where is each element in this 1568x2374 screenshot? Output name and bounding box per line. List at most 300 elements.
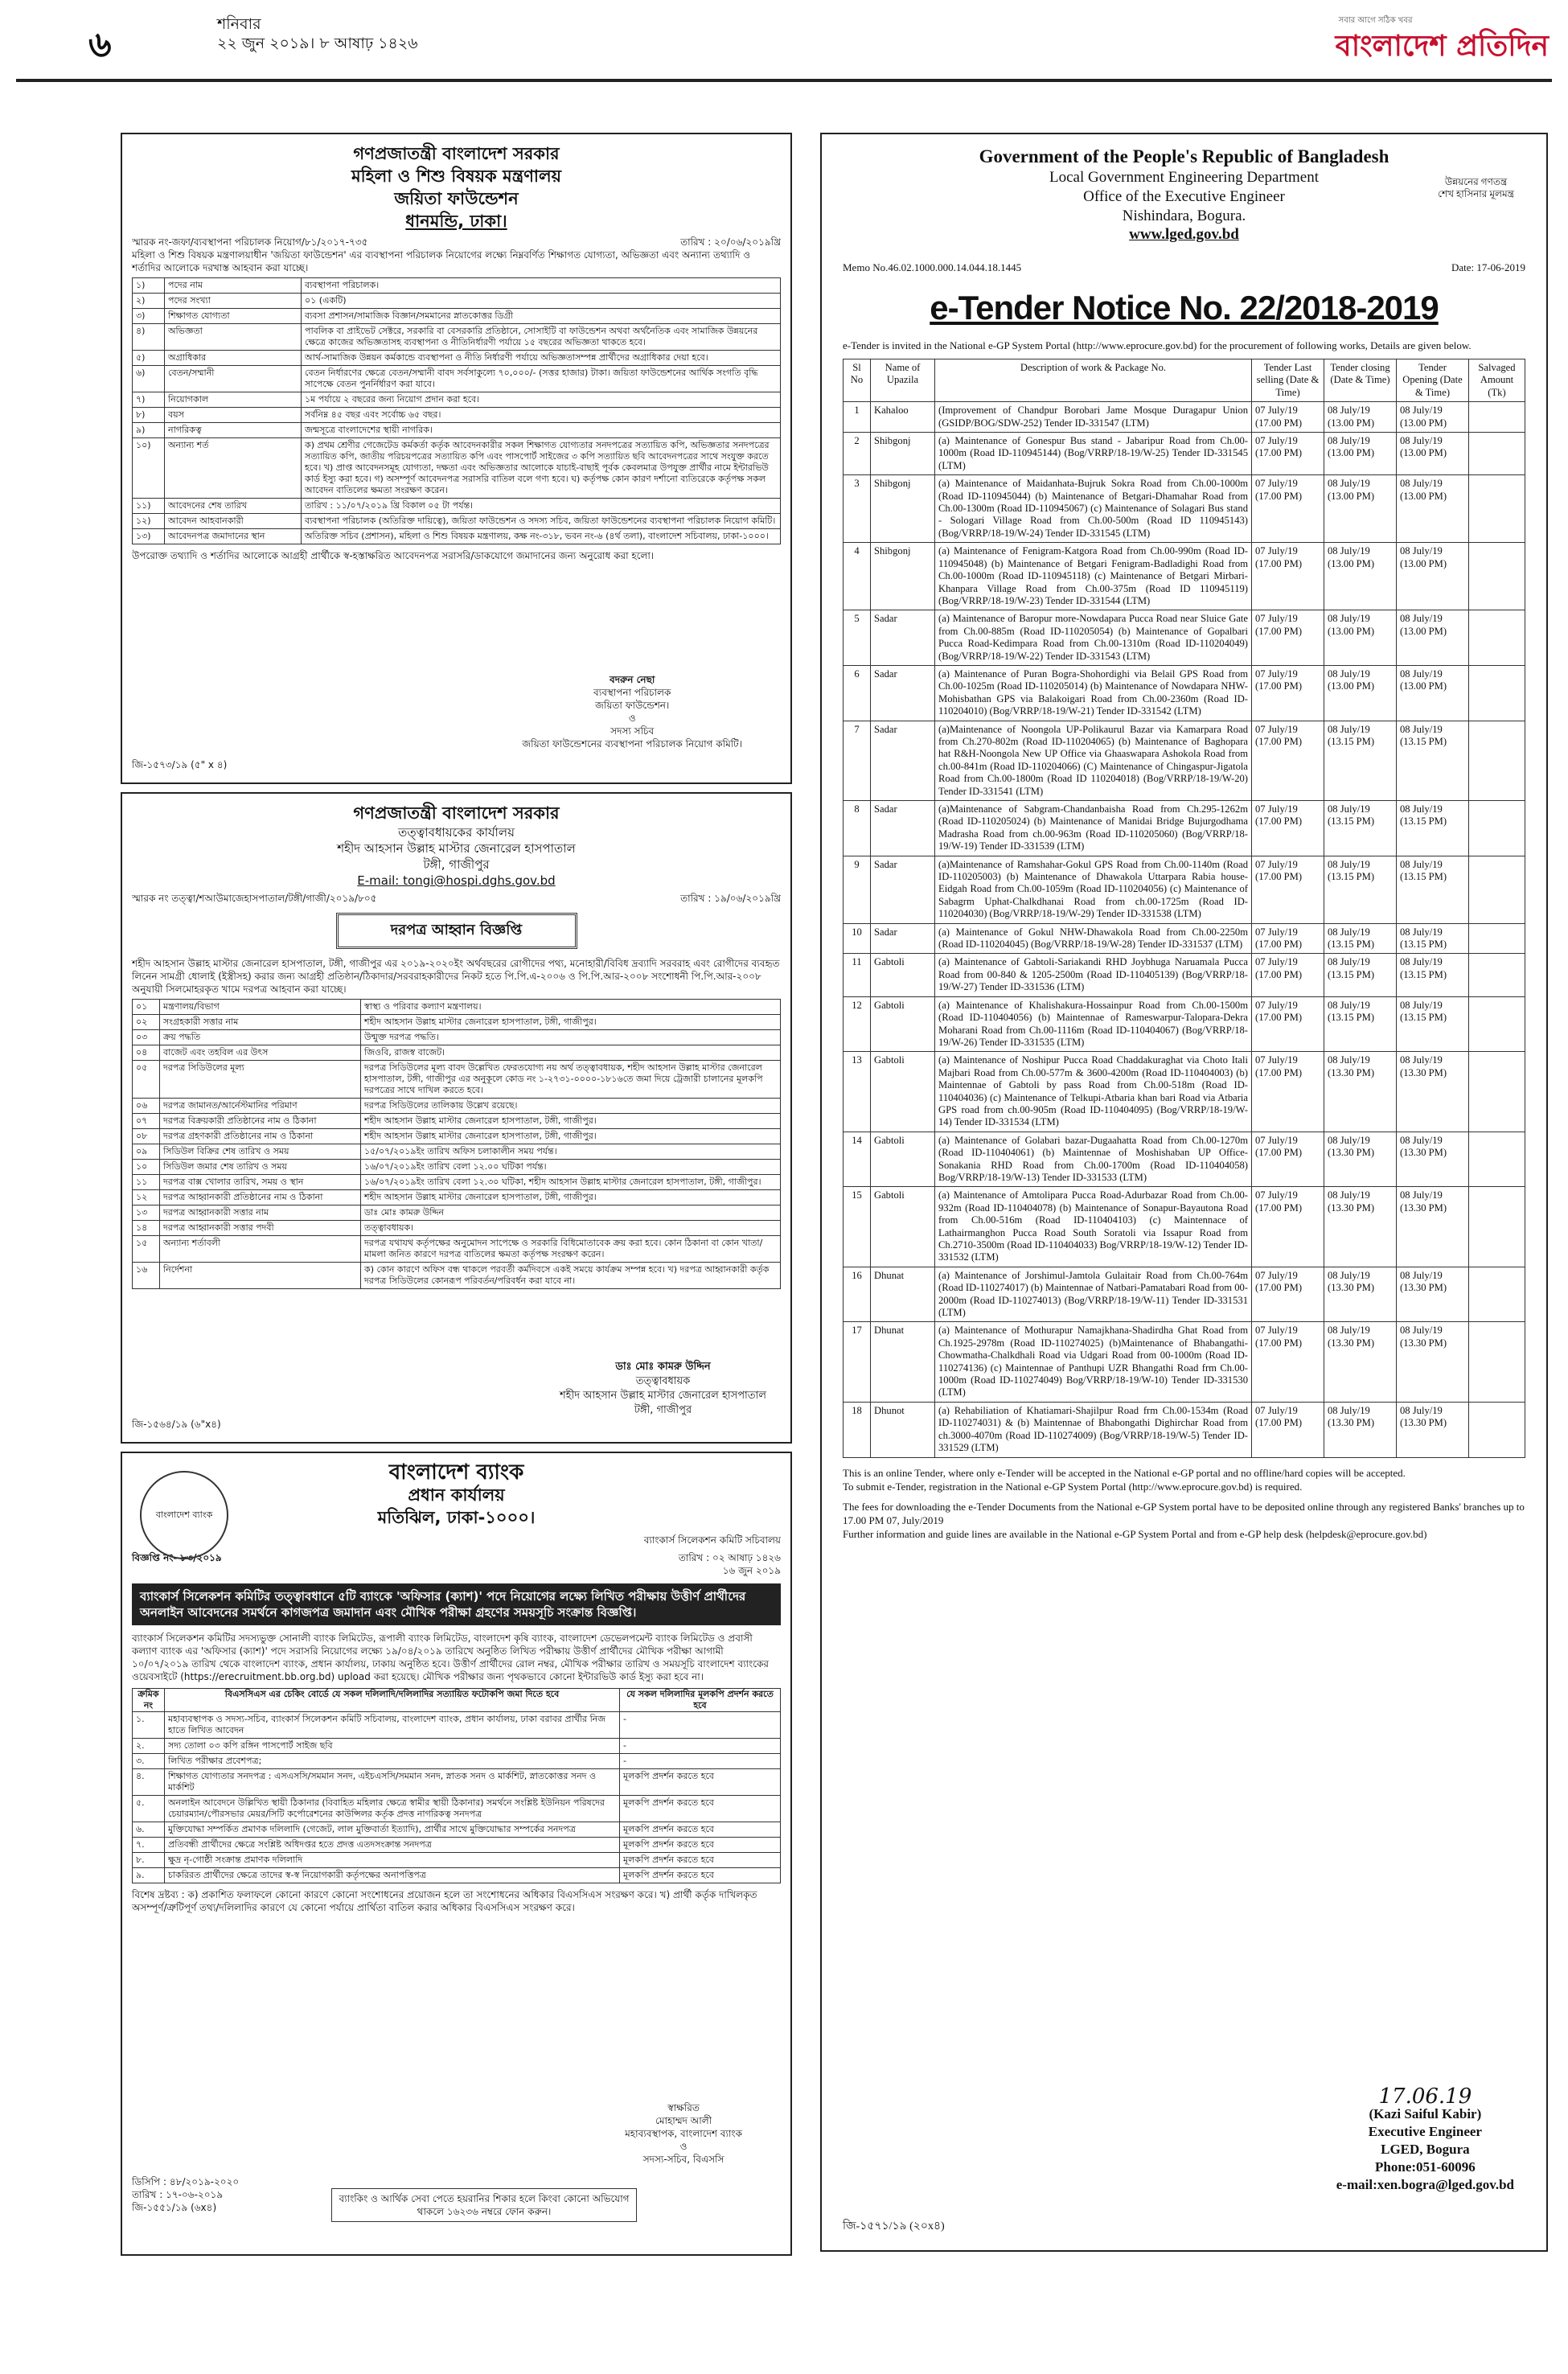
row-value: স্বাস্থ্য ও পরিবার কল্যাণ মন্ত্রণালয়।: [361, 1000, 781, 1015]
row-original: মূলকপি প্রদর্শন করতে হবে: [620, 1769, 781, 1796]
row-description: (a) Maintenance of Noshipur Pucca Road Chaddakuraghat via Choto Itali Majbari Road from Ch.00-577m & 3600-4200m (Road ID-110404003) (b) Maintennae of Gabtoli by pass Road from Ch.00-518m (Road ID-110404036) (c) Maintenance of Telkupi-Atbaria khan bari Road via Atbaria GPS road from ch.00-905m (Road ID-110404095) (Bog/VRRP/18-19/W-14) Tender ID-331534 (LTM): [935, 1052, 1252, 1132]
row-item: দরপত্র বিক্রয়কারী প্রতিষ্ঠানের নাম ও ঠিকানা: [160, 1114, 361, 1129]
row-item: বয়স: [165, 408, 302, 423]
row-number: ৪.: [133, 1769, 165, 1796]
notice2-signature: [560, 1360, 766, 1418]
table-row: [844, 1132, 1525, 1187]
row-closing: 08 July/19 (13.15 PM): [1324, 721, 1397, 800]
row-closing: 08 July/19 (13.30 PM): [1324, 1132, 1397, 1187]
row-item: বাজেট এবং তহবিল এর উৎস: [160, 1045, 361, 1061]
notice3-col2: যে সকল দলিলাদির মূলকপি প্রদর্শন করতে হবে: [620, 1689, 781, 1712]
row-salvaged: [1469, 954, 1525, 996]
row-number: ৩.: [133, 1754, 165, 1769]
row-opening: 08 July/19 (13.00 PM): [1397, 433, 1469, 475]
row-number: ৮.: [133, 1853, 165, 1868]
row-last-selling: 07 July/19 (17.00 PM): [1252, 996, 1324, 1052]
row-last-selling: 07 July/19 (17.00 PM): [1252, 402, 1324, 433]
row-description: (a) Maintenance of Puran Bogra-Shohordighi via Belail GPS Road from Ch.00-1025m (Road ID-110205014) (b) Maintenance of Nowdapara NHW-Mohisbathan GPS via Balakoigari Road from Ch.00-2360m (Road ID-110204010) (Bog/VRRP/18-19/W-21) Tender ID-331542 (LTM): [935, 665, 1252, 721]
row-number: ২): [133, 294, 165, 309]
row-value: দরপত্র সিডিউলের তালিকায় উল্লেখ রয়েছে।: [361, 1099, 781, 1114]
notice2-sign-title3: টঙ্গী, গাজীপুর: [634, 1404, 692, 1416]
row-closing: 08 July/19 (13.00 PM): [1324, 610, 1397, 666]
table-row: [133, 1853, 781, 1868]
table-row: [133, 309, 781, 324]
row-original: মূলকপি প্রদর্শন করতে হবে: [620, 1822, 781, 1838]
row-item: ক্রয় পদ্ধতি: [160, 1030, 361, 1045]
row-opening: 08 July/19 (13.15 PM): [1397, 856, 1469, 923]
row-item: নিয়োগকাল: [165, 392, 302, 408]
row-upazila: Shibgonj: [871, 475, 935, 543]
row-salvaged: [1469, 1402, 1525, 1457]
row-opening: 08 July/19 (13.30 PM): [1397, 1322, 1469, 1402]
row-number: ১১): [133, 499, 165, 514]
etender-signature: [1336, 2084, 1514, 2194]
row-original: মূলকপি প্রদর্শন করতে হবে: [620, 1868, 781, 1883]
notice3-sign-name: মোহাম্মদ আলী: [655, 2115, 712, 2126]
row-opening: 08 July/19 (13.30 PM): [1397, 1132, 1469, 1187]
etender-note1: This is an online Tender, where only e-Tender will be accepted in the National e-GP portal and no offline/hard copies will be accepted.: [843, 1466, 1406, 1479]
bank-seal-text: বাংলাদেশ ব্যাংক: [155, 1509, 213, 1520]
notice3-memo: বিজ্ঞপ্তি নং- ৮৩/২০১৯: [132, 1552, 222, 1563]
notice1-memo: স্মারক নং-জফা/ব্যবস্থাপনা পরিচালক নিয়োগ/৮১/২০১৭-৭৩৫: [132, 236, 368, 248]
notice-hospital-tender: [121, 792, 792, 1444]
row-value: আর্থ-সামাজিক উন্নয়ন কর্মকান্ডে ব্যবস্থাপনা ও নীতি নির্ধারণী পর্যায়ে অভিজ্ঞতাসম্পন্ন প্রার্থীদের অগ্রাধিকার দেয়া হবে।: [302, 351, 781, 366]
etender-header-cell: Name of Upazila: [871, 359, 935, 402]
row-number: ৩): [133, 309, 165, 324]
table-row: [844, 1267, 1525, 1322]
row-item: আবেদন আহবানকারী: [165, 514, 302, 529]
table-row: [133, 351, 781, 366]
etender-side-note: উন্নয়নের গণতন্ত্র শেখ হাসিনার মূলমন্ত্র: [1438, 176, 1514, 199]
table-row: [844, 1322, 1525, 1402]
table-row: [133, 1099, 781, 1114]
row-sl: 3: [844, 475, 871, 543]
row-document: লিখিত পরীক্ষার প্রবেশপত্র;: [165, 1754, 620, 1769]
row-number: ১৩: [133, 1205, 160, 1221]
row-document: চাকরিরত প্রার্থীদের ক্ষেত্রে তাদের স্ব-স্ব নিয়োগকারী কর্তৃপক্ষের অনাপত্তিপত্র: [165, 1868, 620, 1883]
row-number: ০৭: [133, 1114, 160, 1129]
row-description: (a) Maintenance of Fenigram-Katgora Road from Ch.00-990m (Road ID-110945048) (b) Maintenance of Betgari Fenigram-Badladighi Road from Ch.00-1000m (Road ID-110945118) (c) Maintenance of Betgari Mirbari-Khanpara Village Road from Ch.00-375m (Road ID 110945119) (Bog/VRRP/18-19/W-23) Tender ID-331544 (LTM): [935, 543, 1252, 610]
table-row: [133, 1205, 781, 1221]
row-salvaged: [1469, 402, 1525, 433]
row-closing: 08 July/19 (13.15 PM): [1324, 801, 1397, 856]
row-number: ৭): [133, 392, 165, 408]
etender-date: Date: 17-06-2019: [1451, 261, 1525, 273]
etender-address: Nishindara, Bogura.: [1122, 207, 1246, 224]
row-sl: 11: [844, 954, 871, 996]
notice-bangladesh-bank: [121, 1452, 792, 2256]
table-row: [844, 543, 1525, 610]
issue-date: [217, 14, 418, 53]
notice1-sign-name: বদরুন নেছা: [610, 674, 655, 685]
row-value: ব্যবসা প্রশাসন/সামাজিক বিজ্ঞান/সমমানের স্নাতকোত্তর ডিগ্রী: [302, 309, 781, 324]
row-original: -: [620, 1712, 781, 1739]
notice2-banner: দরপত্র আহ্বান বিজ্ঞপ্তি: [336, 913, 577, 949]
notice3-committee: ব্যাংকার্স সিলেকশন কমিটি সচিবালয়: [643, 1534, 781, 1546]
row-value: পাবলিক বা প্রাইভেট সেক্টরে, সরকারি বা বেসরকারি প্রতিষ্ঠানে, সোসাইটি বা ফাউন্ডেশন অথবা অর্থনৈতিক এবং সামাজিক উন্নয়নের ক্ষেত্রে কাজের অভিজ্ঞতাসহ ব্যবস্থাপনা ও নীতিনির্ধারণী পর্যায়ে ১৫ বছরের অভিজ্ঞতা থাকতে হবে।: [302, 324, 781, 351]
row-item: দরপত্র বাক্স খোলার তারিখ, সময় ও স্থান: [160, 1175, 361, 1190]
notice3-title3: মতিঝিল, ঢাকা-১০০০।: [377, 1508, 536, 1527]
row-number: ২.: [133, 1739, 165, 1754]
row-sl: 9: [844, 856, 871, 923]
notice1-table: [132, 277, 781, 544]
row-item: আবেদনপত্র জমাদানের স্থান: [165, 529, 302, 544]
table-row: [133, 438, 781, 499]
notice3-special-note: বিশেষ দ্রষ্টব্য : ক) প্রকাশিত ফলাফলে কোনো কারণে কোনো সংশোধনের প্রয়োজন হলে তা সংশোধনের অধিকার বিএসসিএস সংরক্ষণ করে। খ) প্রার্থী কর্তৃক দাখিলকৃত অসম্পূর্ণ/ত্রুটিপূর্ণ তথ্য/দলিলাদির কারণে যে কোনো পর্যায়ে প্রার্থিতা বাতিল করার অধিকার বিএসসিএস সংরক্ষণ করে।: [132, 1889, 757, 1913]
row-salvaged: [1469, 996, 1525, 1052]
notice1-sign-title4: জয়িতা ফাউন্ডেশনের ব্যবস্থাপনা পরিচালক নিয়োগ কমিটি।: [522, 738, 742, 750]
row-last-selling: 07 July/19 (17.00 PM): [1252, 923, 1324, 954]
notice1-closing: উপরোক্ত তথ্যাদি ও শর্তাদির আলোকে আগ্রহী প্রার্থীকে স্ব-হস্তাক্ষরিত আবেদনপত্র সরাসরি/ডাকযোগে জমাদানের জন্য অনুরোধ করা হলো।: [132, 550, 655, 561]
row-sl: 2: [844, 433, 871, 475]
row-document: অনলাইন আবেদনে উল্লিখিত স্থায়ী ঠিকানার (বিবাহিত মহিলার ক্ষেত্রে স্বামীর স্থায়ী ঠিকানার) সমর্থনে সংশ্লিষ্ট ইউনিয়ন পরিষদের চেয়ারম্যান/পৌরসভার মেয়র/সিটি কর্পোরেশনের কাউন্সিলর কর্তৃক প্রদত্ত নাগরিকত্ব সনদপত্র: [165, 1796, 620, 1822]
row-sl: 17: [844, 1322, 871, 1402]
row-number: ১): [133, 278, 165, 294]
table-row: [133, 324, 781, 351]
etender-table: [843, 359, 1525, 1458]
row-salvaged: [1469, 1132, 1525, 1187]
notice2-email: E-mail: tongi@hospi.dghs.gov.bd: [357, 873, 556, 888]
row-number: ১৬: [133, 1263, 160, 1289]
row-number: ১২): [133, 514, 165, 529]
etender-notes: [843, 1466, 1525, 1541]
etender-note2: To submit e-Tender, registration in the National e-GP System Portal (http://www.eprocure.gov.bd) is required.: [843, 1480, 1303, 1493]
table-row: [133, 1712, 781, 1739]
row-opening: 08 July/19 (13.00 PM): [1397, 402, 1469, 433]
row-opening: 08 July/19 (13.15 PM): [1397, 954, 1469, 996]
header-divider: [16, 79, 1552, 82]
row-value: জন্মসূত্রে বাংলাদেশের স্থায়ী নাগরিক।: [302, 423, 781, 438]
row-closing: 08 July/19 (13.15 PM): [1324, 923, 1397, 954]
row-value: শহীদ আহসান উল্লাহ মাস্টার জেনারেল হাসপাতাল, টঙ্গী, গাজীপুর।: [361, 1129, 781, 1144]
row-opening: 08 July/19 (13.15 PM): [1397, 923, 1469, 954]
row-item: অভিজ্ঞতা: [165, 324, 302, 351]
row-salvaged: [1469, 433, 1525, 475]
row-last-selling: 07 July/19 (17.00 PM): [1252, 433, 1324, 475]
bank-seal: [140, 1471, 228, 1559]
row-closing: 08 July/19 (13.30 PM): [1324, 1322, 1397, 1402]
row-salvaged: [1469, 665, 1525, 721]
table-row: [844, 610, 1525, 666]
etender-title: e-Tender Notice No. 22/2018-2019: [930, 289, 1439, 327]
row-original: মূলকপি প্রদর্শন করতে হবে: [620, 1838, 781, 1853]
row-upazila: Sadar: [871, 721, 935, 800]
row-upazila: Gabtoli: [871, 996, 935, 1052]
table-row: [133, 1769, 781, 1796]
notice-joyita-foundation: [121, 133, 792, 784]
row-number: ৫): [133, 351, 165, 366]
row-number: ০৫: [133, 1061, 160, 1099]
row-value: দরপত্র যথাযথ কর্তৃপক্ষের অনুমোদন সাপেক্ষে ও সরকারি বিধিমোতাবেক ক্রয় করা হবে। কোন ঠিকানা বা কোন খাতা/মামলা জনিত কারণে দরপত্র বাতিলের ক্ষমতা কর্তৃপক্ষ সংরক্ষণ করেন।: [361, 1236, 781, 1263]
row-number: ৪): [133, 324, 165, 351]
row-description: (a) Maintenance of Khalishakura-Hossainpur Road from Ch.00-1500m (Road ID-110404056) (b) Maintennae of Rameswarpur-Talopara-Dekra Moharani Road from Ch.00-1116m (Road ID-110404067) (Bog/VRRP/18-19/W-26) Tender ID-331535 (LTM): [935, 996, 1252, 1052]
row-description: (a) Maintenance of Baropur more-Nowdapara Pucca Road near Sluice Gate from Ch.00-885m (Road ID-110205054) (b) Maintenance of Gopalbari Pucca Road-Kedimpara Road from Ch.00-1310m (Road ID-110204049) (Bog/VRRP/18-19/W-22) Tender ID-331543 (LTM): [935, 610, 1252, 666]
row-number: ১৪: [133, 1221, 160, 1236]
row-upazila: Dhunat: [871, 1322, 935, 1402]
row-number: ০৯: [133, 1144, 160, 1160]
table-row: [133, 278, 781, 294]
etender-sign-date: 17.06.19: [1378, 2084, 1472, 2109]
table-row: [133, 1114, 781, 1129]
row-closing: 08 July/19 (13.00 PM): [1324, 665, 1397, 721]
notice2-title1: গণপ্রজাতন্ত্রী বাংলাদেশ সরকার: [353, 803, 560, 823]
etender-gov: Government of the People's Republic of Bangladesh: [979, 146, 1389, 166]
row-salvaged: [1469, 1187, 1525, 1267]
row-salvaged: [1469, 923, 1525, 954]
row-value: ক) প্রথম শ্রেণীর গেজেটেড কর্মকর্তা কর্তৃক আবেদনকারীর সকল শিক্ষাগত যোগ্যতার সনদপত্রের সত্যায়িত কপি, অভিজ্ঞতার সনদপত্রের সত্যায়িত কপি, জাতীয় পরিচয়পত্রের সত্যায়িত কপি এবং পাসপোর্ট সাইজের ৩ কপি সত্যায়িত ছবি আবেদনপত্রের সাথে সংযুক্ত করতে হবে। খ) প্রাপ্ত আবেদনসমূহ যোগ্যতা, দক্ষতা এবং অভিজ্ঞতার আলোকে যাচাই-বাছাই পূর্বক কেবলমাত্র উপযুক্ত প্রার্থীর নামে ইন্টারভিউ কার্ড ইস্যু করা হবে। গ) অসম্পূর্ণ আবেদনপত্র সরাসরি বাতিল বলে গণ্য হবে। ঘ) কর্তৃপক্ষ কোন কারণ দর্শানো ব্যতিরেকে কর্তৃপক্ষ সকল আবেদন বাতিলের ক্ষমতা সংরক্ষণ করেন।: [302, 438, 781, 499]
row-value: ১ম পর্যায়ে ২ বছরের জন্য নিয়োগ প্রদান করা হবে।: [302, 392, 781, 408]
row-value: দরপত্র সিডিউলের মূল্য বাবদ উল্লেখিত ফেরতযোগ্য নয় অর্থ তত্ত্বাবধায়ক, শহীদ আহসান উল্লাহ মাস্টার জেনারেল হাসপাতাল, টঙ্গী, গাজীপুর এর অনুকূলে কোড নং ১-২৭৩১-০০০০-১৮১৬তে জমা দিয়ে ট্রেজারী চালানের মূলকপি দরপত্রের সাথে দাখিল করতে হবে।: [361, 1061, 781, 1099]
notice3-date1: তারিখ : ০২ আষাঢ় ১৪২৬: [678, 1552, 781, 1563]
masthead-text: বাংলাদেশ প্রতিদিন: [1335, 30, 1549, 63]
row-value: ১৬/০৭/২০১৯ইং তারিখ বেলা ১২.০০ ঘটিকা পর্যন্ত।: [361, 1160, 781, 1175]
row-closing: 08 July/19 (13.15 PM): [1324, 954, 1397, 996]
row-value: ১৬/০৭/২০১৯ইং তারিখ বেলা ১২.৩০ ঘটিকা, শহীদ আহসান উল্লাহ মাস্টার জেনারেল হাসপাতাল, টঙ্গী, গাজীপুর।: [361, 1175, 781, 1190]
notice3-title1: বাংলাদেশ ব্যাংক: [388, 1460, 524, 1485]
row-item: পদের সংখ্যা: [165, 294, 302, 309]
row-closing: 08 July/19 (13.00 PM): [1324, 402, 1397, 433]
notice2-title3: শহীদ আহসান উল্লাহ মাস্টার জেনারেল হাসপাতাল: [337, 841, 576, 856]
row-item: বেতন/সম্মানী: [165, 366, 302, 392]
row-last-selling: 07 July/19 (17.00 PM): [1252, 1322, 1324, 1402]
etender-sign-phone: Phone:051-60096: [1375, 2159, 1476, 2175]
table-row: [133, 1061, 781, 1099]
row-upazila: Gabtoli: [871, 1132, 935, 1187]
notice3-sign-title1: মহাব্যবস্থাপক, বাংলাদেশ ব্যাংক: [625, 2128, 742, 2139]
table-row: [133, 1838, 781, 1853]
row-number: ০২: [133, 1015, 160, 1030]
row-number: ৯.: [133, 1868, 165, 1883]
row-sl: 7: [844, 721, 871, 800]
row-salvaged: [1469, 1052, 1525, 1132]
row-opening: 08 July/19 (13.15 PM): [1397, 801, 1469, 856]
row-last-selling: 07 July/19 (17.00 PM): [1252, 856, 1324, 923]
table-row: [133, 514, 781, 529]
table-row: [133, 1796, 781, 1822]
table-row: [844, 402, 1525, 433]
notice3-title2: প্রধান কার্যালয়: [408, 1485, 505, 1505]
row-upazila: Sadar: [871, 856, 935, 923]
row-closing: 08 July/19 (13.30 PM): [1324, 1187, 1397, 1267]
table-row: [133, 1129, 781, 1144]
etender-note3: The fees for downloading the e-Tender Documents from the National e-GP System portal have to be deposited online through any registered Banks' branches up to 17.00 PM 07, July/2019: [843, 1500, 1525, 1526]
row-number: ০১: [133, 1000, 160, 1015]
table-row: [844, 996, 1525, 1052]
etender-sign-name: (Kazi Saiful Kabir): [1369, 2106, 1482, 2121]
row-value: শহীদ আহসান উল্লাহ মাস্টার জেনারেল হাসপাতাল, টঙ্গী, গাজীপুর।: [361, 1015, 781, 1030]
row-upazila: Sadar: [871, 801, 935, 856]
table-row: [133, 1045, 781, 1061]
row-document: মহাব্যবস্থাপক ও সদস্য-সচিব, ব্যাংকার্স সিলেকশন কমিটি সচিবালয়, বাংলাদেশ ব্যাংক, প্রধান কার্যালয়, ঢাকা বরাবর প্রার্থীর নিজ হাতে লিখিত আবেদন: [165, 1712, 620, 1739]
row-closing: 08 July/19 (13.00 PM): [1324, 475, 1397, 543]
table-row: [133, 1221, 781, 1236]
row-item: অন্যান্য শর্তাবলী: [160, 1236, 361, 1263]
notice2-title4: টঙ্গী, গাজীপুর: [423, 857, 490, 872]
table-row: [844, 665, 1525, 721]
row-number: ০৬: [133, 1099, 160, 1114]
row-item: সিডিউল বিক্রির শেষ তারিখ ও সময়: [160, 1144, 361, 1160]
row-number: ১৫: [133, 1236, 160, 1263]
row-sl: 5: [844, 610, 871, 666]
row-last-selling: 07 July/19 (17.00 PM): [1252, 1132, 1324, 1187]
row-closing: 08 July/19 (13.15 PM): [1324, 856, 1397, 923]
etender-header-cell: Tender Opening (Date & Time): [1397, 359, 1469, 402]
notice1-title2: মহিলা ও শিশু বিষয়ক মন্ত্রণালয়: [351, 166, 562, 186]
table-row: [844, 954, 1525, 996]
notice2-sign-title1: তত্ত্বাবধায়ক: [635, 1375, 691, 1387]
table-row: [133, 1030, 781, 1045]
notice-e-tender-lged: [820, 133, 1548, 2252]
etender-ref: জি-১৫৭১/১৯ (২০x৪): [843, 2220, 945, 2232]
row-value: ১৫/০৭/২০১৯ইং তারিখ অফিস চলাকালীন সময় পর্যন্ত।: [361, 1144, 781, 1160]
row-number: ১০: [133, 1160, 160, 1175]
table-row: [133, 1000, 781, 1015]
row-number: ৬.: [133, 1822, 165, 1838]
row-value: ব্যবস্থাপনা পরিচালক।: [302, 278, 781, 294]
row-opening: 08 July/19 (13.00 PM): [1397, 475, 1469, 543]
notice1-ref: জি-১৫৭৩/১৯ (৫" x ৪): [132, 759, 228, 770]
row-number: ০৮: [133, 1129, 160, 1144]
row-original: -: [620, 1739, 781, 1754]
row-sl: 16: [844, 1267, 871, 1322]
row-description: (Improvement of Chandpur Borobari Jame Mosque Duragapur Union (GSIDP/BOG/SDW-252) Tender ID-331547 (LTM): [935, 402, 1252, 433]
row-value: ক) কোন কারণে অফিস বন্ধ থাকলে পরবর্তী কর্মদিবসে একই সময়ে কার্যক্রম সম্পন্ন হবে। খ) দরপত্র আহ্বানকারী কর্তৃক দরপত্র সিডিউলের কোনরূপ পরিবর্তন/পরিবর্ধন করা যাবে না।: [361, 1263, 781, 1289]
row-upazila: Gabtoli: [871, 1187, 935, 1267]
row-item: দরপত্র গ্রহণকারী প্রতিষ্ঠানের নাম ও ঠিকানা: [160, 1129, 361, 1144]
row-value: অতিরিক্ত সচিব (প্রশাসন), মহিলা ও শিশু বিষয়ক মন্ত্রণালয়, কক্ষ নং-৩১৮, ভবন নং-৬ (৪র্থ তলা), বাংলাদেশ সচিবালয়, ঢাকা-১০০০।: [302, 529, 781, 544]
row-number: ৯): [133, 423, 165, 438]
notice3-body: ব্যাংকার্স সিলেকশন কমিটির সদস্যভুক্ত সোনালী ব্যাংক লিমিটেড, রূপালী ব্যাংক লিমিটেড, বাংলাদেশ কৃষি ব্যাংক, বাংলাদেশ ডেভেলপমেন্ট ব্যাংক লিমিটেড ও প্রবাসী কল্যাণ ব্যাংক এর 'অফিসার (ক্যাশ)' পদে সরাসরি নিয়োগের লক্ষ্যে ১৯/০৪/২০১৯ তারিখে অনুষ্ঠিত লিখিত পরীক্ষায় উত্তীর্ণ প্রার্থীদের মৌখিক পরীক্ষা আগামী ১০/০৭/২০১৯ তারিখ থেকে বাংলাদেশ ব্যাংক, প্রধান কার্যালয়, ঢাকায় অনুষ্ঠিত হবে। উত্তীর্ণ প্রার্থীদের রোল নম্বর, মৌখিক পরীক্ষার তারিখ ও সময়সূচি বাংলাদেশ ব্যাংকের ওয়েবসাইটে (https://erecruitment.bb.org.bd) upload করা হয়েছে। মৌখিক পরীক্ষার জন্য পৃথকভাবে কোনো ইন্টারভিউ কার্ড ইস্যু করা হবে না।: [132, 1633, 770, 1682]
row-closing: 08 July/19 (13.00 PM): [1324, 543, 1397, 610]
row-opening: 08 July/19 (13.30 PM): [1397, 1052, 1469, 1132]
row-item: অগ্রাধিকার: [165, 351, 302, 366]
row-description: (a) Maintenance of Gokul NHW-Dhawakola Road from Ch.00-2250m (Road ID-110204045) (Bog/VRRP/18-19/W-28) Tender ID-331537 (LTM): [935, 923, 1252, 954]
row-opening: 08 July/19 (13.15 PM): [1397, 996, 1469, 1052]
row-document: শিক্ষাগত যোগ্যতার সনদপত্র : এসএসসি/সমমান সনদ, এইচএসসি/সমমান সনদ, স্নাতক সনদ ও মার্কশিট, স্নাতকোত্তর সনদ ও মার্কশিট: [165, 1769, 620, 1796]
row-last-selling: 07 July/19 (17.00 PM): [1252, 1267, 1324, 1322]
notice1-intro: মহিলা ও শিশু বিষয়ক মন্ত্রণালয়াধীন 'জয়িতা ফাউন্ডেশন' এর ব্যবস্থাপনা পরিচালক নিয়োগের লক্ষ্যে নিম্নবর্ণিত শিক্ষাগত যোগ্যতা, অভিজ্ঞতা এবং অন্যান্য তথ্যাদি ও শর্তাদির আলোকে দরখাস্ত আহবান করা যাচ্ছে।: [132, 249, 751, 273]
table-row: [844, 923, 1525, 954]
table-row: [133, 1822, 781, 1838]
row-value: উন্মুক্ত দরপত্র পদ্ধতি।: [361, 1030, 781, 1045]
notice2-intro: শহীদ আহসান উল্লাহ মাস্টার জেনারেল হাসপাতাল, টঙ্গী, গাজীপুর এর ২০১৯-২০২০ইং অর্থবছরের রোগীদের পথ্য, মনোহারী/বিবিধ দ্রব্যাদি সরবরাহ এবং রোগীদের ব্যবহৃত লিনেন সামগ্রী ধোলাই (ইস্ত্রীসহ) করার জন্য আগ্রহী প্রতিষ্ঠান/ঠিকাদার/সরবরাহকারীদের নিকট হতে পি.পি.এ-২০০৬ ও পি.পি.আর-২০০৮ সংশোধনী পি.পি.আর-২০০৮ অনুযায়ী সিলমোহরকৃত খামে দরপত্র আহবান করা যাচ্ছে।: [132, 958, 780, 995]
notice1-sign-title1: ব্যবস্থাপনা পরিচালক: [593, 687, 671, 698]
table-row: [133, 1263, 781, 1289]
table-row: [133, 392, 781, 408]
row-document: মুক্তিযোদ্ধা সম্পর্কিত প্রমাণক দলিলাদি (গেজেট, লাল মুক্তিবার্তা ইত্যাদি), প্রার্থীর সাথে মুক্তিযোদ্ধার সম্পর্কের সনদপত্র: [165, 1822, 620, 1838]
row-closing: 08 July/19 (13.00 PM): [1324, 433, 1397, 475]
table-row: [133, 499, 781, 514]
notice2-ref: জি-১৫৬৪/১৯ (৬"x৪): [132, 1419, 221, 1430]
row-sl: 8: [844, 801, 871, 856]
issue-date-text: ২২ জুন ২০১৯। ৮ আষাঢ় ১৪২৬: [217, 35, 418, 52]
row-item: নির্দেশনা: [160, 1263, 361, 1289]
table-row: [133, 1144, 781, 1160]
table-row: [133, 1175, 781, 1190]
row-document: ক্ষুদ্র নৃ-গোষ্ঠী সংক্রান্ত প্রমাণক দলিলাদি: [165, 1853, 620, 1868]
table-row: [844, 433, 1525, 475]
row-sl: 14: [844, 1132, 871, 1187]
table-row: [844, 475, 1525, 543]
etender-header-cell: Salvaged Amount (Tk): [1469, 359, 1525, 402]
row-description: (a) Maintenance of Mothurapur Namajkhana-Shadirdha Ghat Road from Ch.1925-2978m (Road ID-110274025) (b)Maintenance of Bhabangathi-Chowmatha-Chalkdhali Road via Udgari Road from 00-1000m (Road ID-110274136) (c) Maintennae of Panthupi UZR Bhangathi Road frm Ch.00-1000m (Road ID-110274049) Bog/VRRP/18-19/W-10) Tender ID-331530 (LTM): [935, 1322, 1252, 1402]
row-last-selling: 07 July/19 (17.00 PM): [1252, 610, 1324, 666]
notice3-sign-label: স্বাক্ষরিত: [667, 2102, 700, 2113]
row-value: তত্ত্বাবধায়ক।: [361, 1221, 781, 1236]
table-row: [133, 423, 781, 438]
row-value: ০১ (একটি): [302, 294, 781, 309]
table-row: [133, 1739, 781, 1754]
row-salvaged: [1469, 610, 1525, 666]
row-description: (a) Maintenance of Amtolipara Pucca Road-Adurbazar Road from Ch.00-932m (Road ID-110404078) (b) Maintenance of Sonapur-Bayautona Road from Ch.00-516m (Road ID-110404103) (c) Maintennace of Lathairmanghon Pucca Road South Soratoli via Issapur Road from Ch.2710-3500m (Road ID-110404033) Bog/VRRP/18-19/W-12) Tender ID-331532 (LTM): [935, 1187, 1252, 1267]
row-upazila: Shibgonj: [871, 543, 935, 610]
row-description: (a) Maintenance of Gabtoli-Sariakandi RHD Joybhuga Naruamala Pucca Road from 00-840 & 1205-2500m (Road ID-110405139) (Bog/VRRP/18-19/W-27) Tender ID-331536 (LTM): [935, 954, 1252, 996]
row-sl: 15: [844, 1187, 871, 1267]
row-last-selling: 07 July/19 (17.00 PM): [1252, 543, 1324, 610]
row-closing: 08 July/19 (13.30 PM): [1324, 1267, 1397, 1322]
notice2-table: [132, 999, 781, 1289]
row-item: সংগ্রহকারী সত্তার নাম: [160, 1015, 361, 1030]
row-last-selling: 07 July/19 (17.00 PM): [1252, 1187, 1324, 1267]
row-original: -: [620, 1754, 781, 1769]
table-row: [133, 1236, 781, 1263]
row-number: ০৪: [133, 1045, 160, 1061]
row-sl: 13: [844, 1052, 871, 1132]
row-value: তারিখ : ১১/০৭/২০১৯ খ্রি বিকাল ০৫ টা পর্যন্ত।: [302, 499, 781, 514]
row-sl: 4: [844, 543, 871, 610]
row-last-selling: 07 July/19 (17.00 PM): [1252, 1052, 1324, 1132]
row-opening: 08 July/19 (13.00 PM): [1397, 665, 1469, 721]
row-value: শহীদ আহসান উল্লাহ মাস্টার জেনারেল হাসপাতাল, টঙ্গী, গাজীপুর।: [361, 1114, 781, 1129]
row-upazila: Sadar: [871, 923, 935, 954]
notice3-table: ক্রমিক নং বিএসসিএস এর চেকিং বোর্ডে যে সকল দলিলাদি/দলিলাদির সত্যায়িত ফটোকপি জমা দিতে হবে যে সকল দলিলাদির মূলকপি প্রদর্শন করতে হবে ১. মহাব্যবস্থাপক ও সদস্য-সচিব, ব্যাংকার্স সিলেকশন কমিটি সচিবালয়, বাংলাদেশ ব্যাংক, প্রধান কার্যালয়, ঢাকা বরাবর প্রার্থীর নিজ হাতে লিখিত আবেদন - ২. সদ্য তোলা ০৩ কপি রঙ্গিন পাসপোর্ট সাইজ ছবি - ৩. লিখিত পরীক্ষার প্রবেশপত্র; - ৪. শিক্ষাগত যোগ্যতার সনদপত্র : এসএসসি/সমমান সনদ, এইচএসসি/সমমান সনদ, স্নাতক সনদ ও মার্কশিট, স্নাতকোত্তর সনদ ও মার্কশিট মূলকপি প্রদর্শন করতে হবে ৫. অনলাইন আবেদনে উল্লিখিত স্থায়ী ঠিকানার (বিবাহিত মহিলার ক্ষেত্রে স্বামীর স্থায়ী ঠিকানার) সমর্থনে সংশ্লিষ্ট ইউনিয়ন পরিষদের চেয়ারম্যান/পৌরসভার মেয়র/সিটি কর্পোরেশনের কাউন্সিলর কর্তৃক প্রদত্ত নাগরিকত্ব সনদপত্র মূলকপি প্রদর্শন করতে হবে ৬. মুক্তিযোদ্ধা সম্পর্কিত প্রমাণক দলিলাদি (গেজেট, লাল মুক্তিবার্তা ইত্যাদি), প্রার্থীর সাথে মুক্তিযোদ্ধার সম্পর্কের সনদপত্র মূলকপি প্রদর্শন করতে হবে ৭. প্রতিবন্ধী প্রার্থীদের ক্ষেত্রে সংশ্লিষ্ট অধিদপ্তর হতে প্রদত্ত এতদসংক্রান্ত সনদপত্র মূলকপি প্রদর্শন করতে হবে ৮. ক্ষুদ্র নৃ-গোষ্ঠী সংক্রান্ত প্রমাণক দলিলাদি মূলকপি প্রদর্শন করতে হবে ৯. চাকরিরত প্রার্থীদের ক্ষেত্রে তাদের স্ব-স্ব নিয়োগকারী কর্তৃপক্ষের অনাপত্তিপত্র মূলকপি প্রদর্শন করতে হবে: [132, 1688, 781, 1883]
etender-website: www.lged.gov.bd: [1129, 226, 1239, 243]
row-opening: 08 July/19 (13.00 PM): [1397, 610, 1469, 666]
row-sl: 12: [844, 996, 871, 1052]
row-closing: 08 July/19 (13.30 PM): [1324, 1402, 1397, 1457]
row-number: ৭.: [133, 1838, 165, 1853]
issue-day: শনিবার: [217, 15, 261, 33]
etender-header-cell: Description of work & Package No.: [935, 359, 1252, 402]
masthead-logo: [1335, 16, 1549, 72]
notice3-date2: ১৬ জুন ২০১৯: [722, 1565, 781, 1576]
table-row: [133, 1754, 781, 1769]
notice2-sign-name: ডাঃ মোঃ কামরু উদ্দিন: [615, 1361, 711, 1373]
row-value: ডাঃ মোঃ কামরু উদ্দিন: [361, 1205, 781, 1221]
notice1-sign-title2: জয়িতা ফাউন্ডেশন।: [595, 700, 670, 711]
notice1-title3: জয়িতা ফাউন্ডেশন: [394, 189, 519, 208]
table-row: [133, 1160, 781, 1175]
etender-sign-email: e-mail:xen.bogra@lged.gov.bd: [1336, 2177, 1514, 2192]
notice3-col1: বিএসসিএস এর চেকিং বোর্ডে যে সকল দলিলাদি/দলিলাদির সত্যায়িত ফটোকপি জমা দিতে হবে: [165, 1689, 620, 1712]
row-document: সদ্য তোলা ০৩ কপি রঙ্গিন পাসপোর্ট সাইজ ছবি: [165, 1739, 620, 1754]
row-opening: 08 July/19 (13.15 PM): [1397, 721, 1469, 800]
notice2-sign-title2: শহীদ আহসান উল্লাহ মাস্টার জেনারেল হাসপাতাল: [559, 1390, 766, 1402]
notice2-date: তারিখ : ১৯/০৬/২০১৯খ্রি: [680, 893, 781, 904]
row-opening: 08 July/19 (13.30 PM): [1397, 1402, 1469, 1457]
row-last-selling: 07 July/19 (17.00 PM): [1252, 721, 1324, 800]
table-row: [133, 1015, 781, 1030]
row-sl: 18: [844, 1402, 871, 1457]
row-salvaged: [1469, 543, 1525, 610]
row-description: (a) Rehabiliation of Khatiamari-Shajilpur Road frm Ch.00-1534m (Road ID-110274031) & (b) Maintennae of Bhabongathi Dighirchar Road from ch.3000-4070m (Road ID-110274009) (Bog/VRRP/18-19/W-5) Tender ID-331529 (LTM): [935, 1402, 1252, 1457]
row-description: (a) Maintenance of Maidanhata-Bujruk Sokra Road from Ch.00-1000m (Road ID-110945044) (b) Maintenance of Betgari-Dhamahar Road from Ch.00-1300m (Road ID-110945067) (c) Maintenance of Solagari Bus stand - Sologari Village Road from Ch.00-500m (Road ID 110945143) (Bog/VRRP/18-19/W-24) Tender ID-331545 (LTM): [935, 475, 1252, 543]
row-upazila: Dhunat: [871, 1267, 935, 1322]
row-item: পদের নাম: [165, 278, 302, 294]
table-row: [844, 721, 1525, 800]
notice2-title2: তত্ত্বাবধায়কের কার্যালয়: [398, 825, 515, 840]
row-original: মূলকপি প্রদর্শন করতে হবে: [620, 1796, 781, 1822]
